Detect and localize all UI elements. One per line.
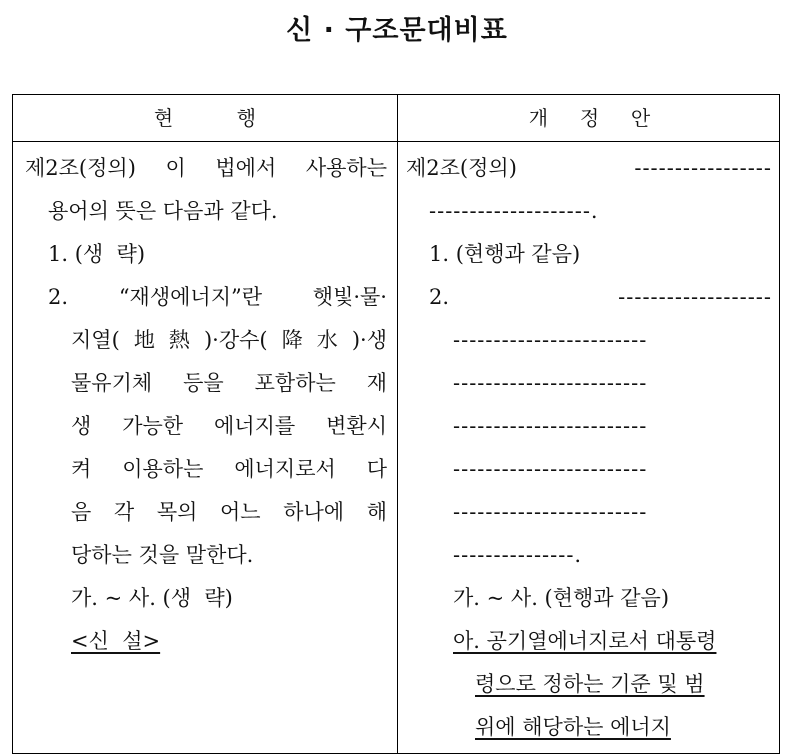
current-subitems: 가. ~ 사. (생 략)	[71, 586, 233, 610]
revised-dashes: ------------------------	[453, 414, 648, 438]
revised-item-1: 1. (현행과 같음)	[429, 242, 581, 266]
current-line: 물유기체 등을 포함하는 재	[71, 371, 387, 395]
current-line: 지열(地熱)·강수(降水)·생	[71, 328, 387, 352]
page-title: 신 · 구조문대비표	[286, 15, 508, 46]
new-subitem-text: 아. 공기열에너지로서 대통령	[453, 629, 717, 653]
current-line: 켜 이용하는 에너지로서 다	[71, 457, 387, 481]
revised-dashes: ---------------.	[453, 543, 583, 567]
new-subitem-text: 위에 해당하는 에너지	[475, 715, 671, 739]
revised-dashes: --------------------.	[429, 199, 599, 223]
revised-article-title: 제2조(정의)	[406, 156, 517, 180]
revised-new-subitem	[475, 663, 772, 706]
current-line: 제2조(정의) 이 법에서 사용하는	[25, 156, 387, 180]
revised-dashes: -------------------	[618, 285, 772, 309]
revised-new-subitem	[453, 620, 772, 663]
current-line: 음 각 목의 어느 하나에 해	[71, 500, 387, 524]
new-clause-label: <신 설>	[71, 629, 161, 653]
header-divider	[13, 141, 779, 142]
comparison-table	[12, 94, 780, 754]
revised-dashes: ------------------------	[453, 457, 648, 481]
revised-subitems: 가. ~ 사. (현행과 같음)	[453, 586, 670, 610]
revised-dashes: ------------------------	[453, 328, 648, 352]
header-current: 현 행	[153, 106, 257, 130]
revised-dashes: -----------------	[634, 156, 772, 180]
current-line: 용어의 뜻은 다음과 같다.	[48, 199, 278, 223]
revised-dashes: ------------------------	[453, 371, 648, 395]
new-subitem-text: 령으로 정하는 기준 및 범	[475, 672, 705, 696]
current-line: 생 가능한 에너지를 변환시	[71, 414, 387, 438]
current-item-2: 2. “재생에너지”란 햇빛·물·	[48, 285, 387, 309]
revised-dashes: ------------------------	[453, 500, 648, 524]
current-item-1: 1. (생 략)	[48, 242, 146, 266]
revised-item-2-number: 2.	[429, 285, 450, 309]
header-revised: 개 정 안	[528, 106, 651, 130]
revised-line	[406, 147, 772, 190]
column-divider	[397, 95, 398, 753]
current-new-clause	[71, 620, 387, 663]
current-line: 당하는 것을 말한다.	[71, 543, 254, 567]
revised-new-subitem	[475, 706, 772, 749]
revised-item-2	[429, 276, 772, 319]
